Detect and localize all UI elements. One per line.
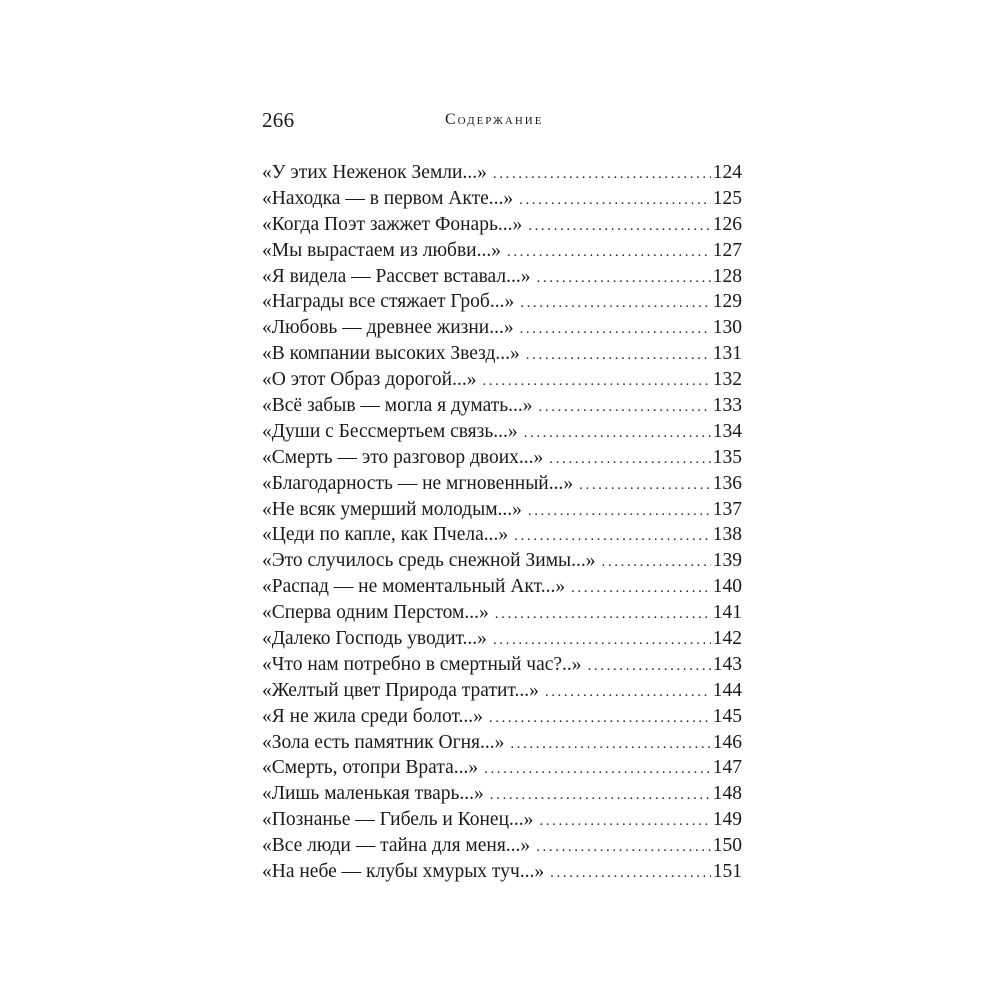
toc-entry <box>262 315 742 341</box>
dot-leader <box>550 861 711 887</box>
dot-leader <box>539 809 710 835</box>
toc-entry <box>262 341 742 367</box>
toc-entry-page-number: 127 <box>712 239 742 261</box>
toc-entry-title: «Лишь маленькая тварь...» <box>262 783 484 805</box>
toc-entry-page-number: 137 <box>712 498 742 520</box>
page-number: 266 <box>262 108 295 132</box>
toc-entry-title: «Сперва одним Перстом...» <box>262 602 489 624</box>
toc-entry-title: «О этот Образ дорогой...» <box>262 369 477 391</box>
dot-leader <box>526 343 711 369</box>
toc-entry <box>262 859 742 885</box>
dot-leader <box>536 835 711 861</box>
toc-entry-page-number: 141 <box>712 602 742 624</box>
toc-entry-page-number: 147 <box>712 757 742 779</box>
toc-entry-title: «В компании высоких Звезд...» <box>262 343 520 365</box>
toc-entry-title: «Цеди по капле, как Пчела...» <box>262 524 509 546</box>
toc-entry <box>262 160 742 186</box>
toc-entry-page-number: 149 <box>712 809 742 831</box>
toc-entry <box>262 419 742 445</box>
toc-entry-page-number: 140 <box>712 576 742 598</box>
toc-entry-title: «Я не жила среди болот...» <box>262 705 483 727</box>
toc-entry-page-number: 130 <box>712 317 742 339</box>
running-head <box>262 108 742 138</box>
table-of-contents <box>262 160 742 885</box>
toc-entry <box>262 730 742 756</box>
toc-entry-page-number: 129 <box>712 291 742 313</box>
toc-entry <box>262 704 742 730</box>
toc-entry-page-number: 124 <box>712 162 742 183</box>
dot-leader <box>490 783 711 809</box>
toc-entry-page-number: 142 <box>712 628 742 650</box>
toc-entry-page-number: 131 <box>712 343 742 365</box>
toc-entry <box>262 497 742 523</box>
toc-entry-title: «Души с Бессмертьем связь...» <box>262 420 518 442</box>
dot-leader <box>507 240 711 266</box>
toc-entry <box>262 600 742 626</box>
toc-entry <box>262 522 742 548</box>
dot-leader <box>489 706 711 732</box>
dot-leader <box>602 550 711 576</box>
toc-entry <box>262 264 742 290</box>
toc-entry-page-number: 132 <box>712 369 742 391</box>
toc-entry-page-number: 144 <box>712 679 742 701</box>
toc-entry-title: «Мы вырастаем из любви...» <box>262 239 501 261</box>
toc-entry <box>262 238 742 264</box>
dot-leader <box>514 524 711 550</box>
dot-leader <box>539 395 711 421</box>
toc-entry-page-number: 135 <box>712 446 742 468</box>
dot-leader <box>588 654 711 680</box>
toc-entry-page-number: 145 <box>712 705 742 727</box>
toc-entry <box>262 548 742 574</box>
dot-leader <box>571 576 711 602</box>
toc-entry-title: «Всё забыв — могла я думать...» <box>262 395 533 417</box>
toc-entry <box>262 652 742 678</box>
toc-entry-page-number: 150 <box>712 835 742 857</box>
toc-entry-page-number: 143 <box>712 653 742 675</box>
dot-leader <box>549 447 710 473</box>
toc-entry <box>262 393 742 419</box>
toc-entry-title: «Не всяк умерший молодым...» <box>262 498 522 520</box>
toc-entry <box>262 833 742 859</box>
toc-entry-title: «Когда Поэт зажжет Фонарь...» <box>262 213 523 235</box>
toc-entry-page-number: 126 <box>712 213 742 235</box>
toc-entry <box>262 186 742 212</box>
dot-leader <box>519 188 711 214</box>
toc-entry-title: «Что нам потребно в смертный час?..» <box>262 653 582 675</box>
toc-entry-page-number: 134 <box>712 420 742 442</box>
toc-entry <box>262 212 742 238</box>
toc-entry-title: «Смерть — это разговор двоих...» <box>262 446 544 468</box>
toc-entry <box>262 471 742 497</box>
running-title: Содержание <box>445 111 544 128</box>
toc-entry-title: «Любовь — древнее жизни...» <box>262 317 514 339</box>
toc-entry-title: «Я видела — Рассвет вставал...» <box>262 265 531 287</box>
toc-entry <box>262 574 742 600</box>
dot-leader <box>528 499 711 525</box>
toc-entry-page-number: 128 <box>712 265 742 287</box>
toc-entry-page-number: 138 <box>712 524 742 546</box>
toc-entry-page-number: 146 <box>712 731 742 753</box>
toc-entry-title: «Находка — в первом Акте...» <box>262 187 514 209</box>
dot-leader <box>524 421 711 447</box>
toc-entry <box>262 781 742 807</box>
toc-entry-title: «Зола есть памятник Огня...» <box>262 731 505 753</box>
toc-entry-title: «Желтый цвет Природа тратит...» <box>262 679 539 701</box>
dot-leader <box>545 680 711 706</box>
toc-entry-page-number: 151 <box>712 861 742 883</box>
dot-leader <box>520 291 711 317</box>
dot-leader <box>510 732 710 758</box>
toc-entry-page-number: 125 <box>712 187 742 209</box>
dot-leader <box>493 162 711 188</box>
toc-entry-page-number: 133 <box>712 395 742 417</box>
toc-entry-title: «Все люди — тайна для меня...» <box>262 835 531 857</box>
toc-entry-page-number: 139 <box>712 550 742 572</box>
toc-entry-title: «Это случилось средь снежной Зимы...» <box>262 550 596 572</box>
dot-leader <box>495 602 711 628</box>
dot-leader <box>493 628 711 654</box>
toc-entry <box>262 367 742 393</box>
toc-entry-title: «У этих Неженок Земли...» <box>262 162 487 183</box>
dot-leader <box>482 369 710 395</box>
toc-entry <box>262 289 742 315</box>
toc-entry-title: «Благодарность — не мгновенный...» <box>262 472 574 494</box>
toc-entry-title: «Награды все стяжает Гроб...» <box>262 291 515 313</box>
toc-entry <box>262 626 742 652</box>
dot-leader <box>537 266 711 292</box>
toc-entry-page-number: 148 <box>712 783 742 805</box>
dot-leader <box>528 214 711 240</box>
toc-entry <box>262 445 742 471</box>
toc-entry-title: «Распад — не моментальный Акт...» <box>262 576 566 598</box>
toc-entry <box>262 807 742 833</box>
dot-leader <box>520 317 711 343</box>
dot-leader <box>484 757 711 783</box>
dot-leader <box>579 473 711 499</box>
toc-entry-title: «Далеко Господь уводит...» <box>262 628 487 650</box>
toc-entry-title: «Познанье — Гибель и Конец...» <box>262 809 534 831</box>
toc-entry <box>262 678 742 704</box>
toc-entry-title: «На небе — клубы хмурых туч...» <box>262 861 545 883</box>
toc-entry-page-number: 136 <box>712 472 742 494</box>
toc-entry <box>262 755 742 781</box>
toc-entry-title: «Смерть, отопри Врата...» <box>262 757 479 779</box>
